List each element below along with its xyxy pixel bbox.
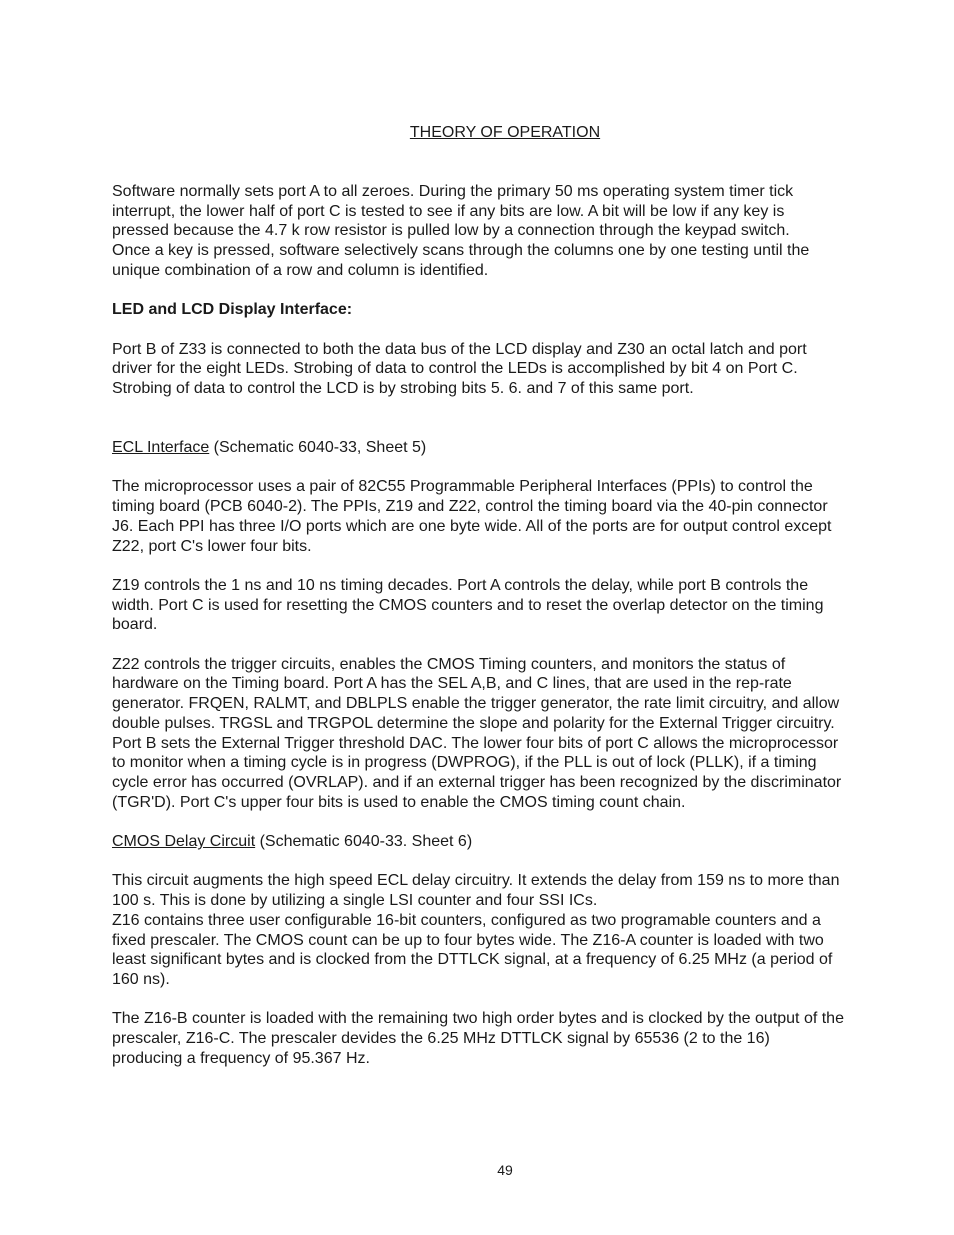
text-line: width. Port C is used for resetting the CMOS counters and to reset the overlap detector on the timing xyxy=(112,596,824,614)
paragraph-ppi xyxy=(112,477,912,556)
section-heading-cmos xyxy=(112,832,912,852)
text-line: generator. FRQEN, RALMT, and DBLPLS enable the trigger generator, the rate limit circuitry, and allow xyxy=(112,695,840,713)
paragraph-z22 xyxy=(112,655,912,813)
ecl-schematic-ref: (Schematic 6040-33, Sheet 5) xyxy=(209,439,427,457)
text-line: Strobing of data to control the LCD is by strobing bits 5. 6. and 7 of this same port. xyxy=(112,380,694,397)
text-line: least significant bytes and is clocked from the DTTLCK signal, at a frequency of 6.25 MHz (a period of xyxy=(112,951,833,969)
text-line: driver for the eight LEDs. Strobing of data to control the LEDs is accomplished by bit 4 on Port C. xyxy=(112,360,798,378)
text-line: Port B of Z33 is connected to both the data bus of the LCD display and Z30 an octal latch and port xyxy=(112,340,807,358)
text-line: The microprocessor uses a pair of 82C55 Programmable Peripheral Interfaces (PPIs) to control the xyxy=(112,478,813,496)
text-line: interrupt, the lower half of port C is tested to see if any bits are low. A bit will be low if any key is xyxy=(112,202,785,220)
text-line: Software normally sets port A to all zeroes. During the primary 50 ms operating system timer tick xyxy=(112,183,794,200)
text-line: double pulses. TRGSL and TRGPOL determine the slope and polarity for the External Trigger circuitry. xyxy=(112,714,835,732)
text-line: Z22, port C's lower four bits. xyxy=(112,537,312,555)
text-line: to monitor when a timing cycle is in progress (DWPROG), if the PLL is out of lock (PLLK), if a timing xyxy=(112,754,817,772)
text-line: unique combination of a row and column is identified. xyxy=(112,261,489,279)
paragraph-led-lcd xyxy=(112,340,912,399)
text-line: cycle error has occurred (OVRLAP). and if an external trigger has been recognized by the discriminator xyxy=(112,774,842,791)
text-line: Port B sets the External Trigger threshold DAC. The lower four bits of port C allows the microprocessor xyxy=(112,734,839,752)
text-line: Z19 controls the 1 ns and 10 ns timing decades. Port A controls the delay, while port B controls the xyxy=(112,576,809,594)
text-line: prescaler, Z16-C. The prescaler devides the 6.25 MHz DTTLCK signal by 65536 (2 to the 16) xyxy=(112,1030,770,1048)
paragraph-z19 xyxy=(112,576,912,635)
section-heading-ecl xyxy=(112,438,912,458)
text-line: The Z16-B counter is loaded with the remaining two high order bytes and is clocked by the output of the xyxy=(112,1010,844,1028)
text-line: Z16 contains three user configurable 16-bit counters, configured as two programable counters and a xyxy=(112,911,821,929)
page-title: THEORY OF OPERATION xyxy=(409,124,601,141)
section-heading-led-lcd: LED and LCD Display Interface: xyxy=(112,301,353,319)
text-line: fixed prescaler. The CMOS count can be up to four bytes wide. The Z16-A counter is loaded with two xyxy=(112,931,824,949)
document-body xyxy=(112,182,912,1069)
text-line: This circuit augments the high speed ECL delay circuitry. It extends the delay from 159 ns to more than xyxy=(112,872,840,890)
text-line: pressed because the 4.7 k row resistor is pulled low by a connection through the keypad switch. xyxy=(112,222,790,240)
text-line: producing a frequency of 95.367 Hz. xyxy=(112,1049,370,1067)
text-line: 160 ns). xyxy=(112,971,170,988)
text-line: board. xyxy=(112,616,158,634)
text-line: J6. Each PPI has three I/O ports which are one byte wide. All of the ports are for output control except xyxy=(112,517,832,535)
paragraph-keypad-scan xyxy=(112,182,912,281)
page-number: 49 xyxy=(497,1162,513,1178)
cmos-schematic-ref: (Schematic 6040-33. Sheet 6) xyxy=(255,833,473,851)
text-line: hardware on the Timing board. Port A has the SEL A,B, and C lines, that are used in the rep-rate xyxy=(112,675,792,693)
text-line: Z22 controls the trigger circuits, enables the CMOS Timing counters, and monitors the status of xyxy=(112,655,786,673)
text-line: Once a key is pressed, software selectively scans through the columns one by one testing until the xyxy=(112,242,810,260)
text-line: (TGR'D). Port C's upper four bits is used to enable the CMOS timing count chain. xyxy=(112,793,686,811)
paragraph-z16b xyxy=(112,1009,912,1068)
text-line: 100 s. This is done by utilizing a single LSI counter and four SSI ICs. xyxy=(112,892,598,910)
ecl-interface-title: ECL Interface xyxy=(112,439,210,457)
paragraph-cmos-delay xyxy=(112,871,912,989)
text-line: timing board (PCB 6040-2). The PPIs, Z19 and Z22, control the timing board via the 40-pin connector xyxy=(112,498,828,516)
cmos-delay-title: CMOS Delay Circuit xyxy=(112,833,256,851)
